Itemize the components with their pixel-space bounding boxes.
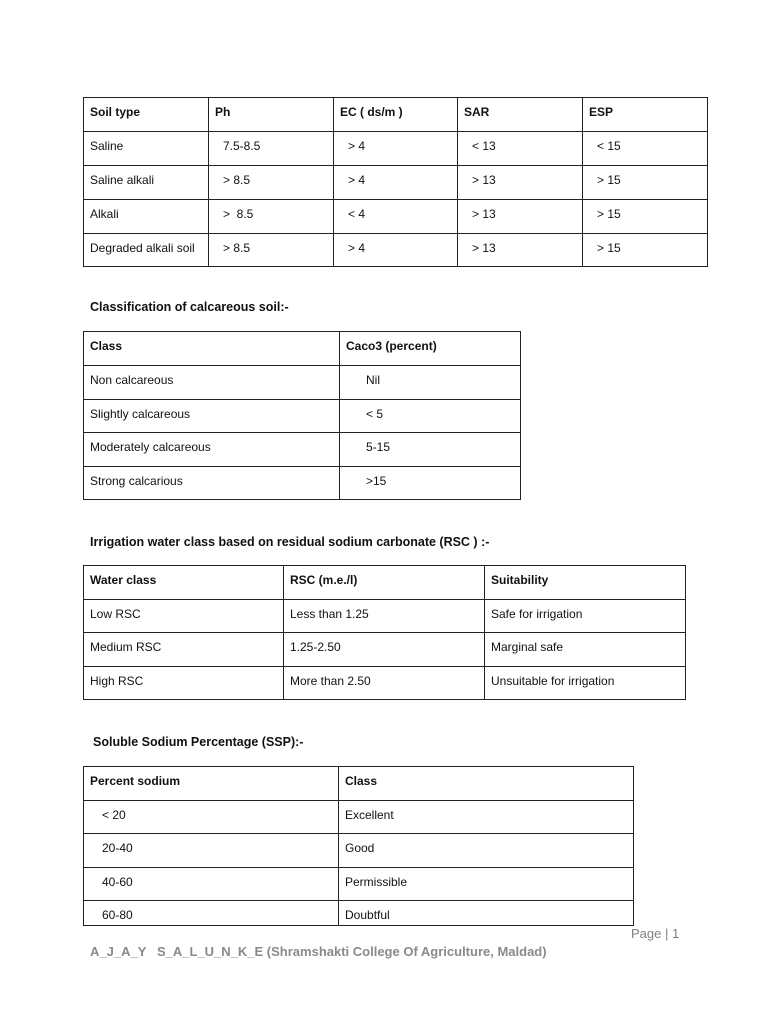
table-row — [84, 166, 708, 200]
table-cell: >15 — [340, 467, 521, 500]
table-row — [84, 633, 686, 667]
page-number: Page | 1 — [631, 926, 680, 941]
table-row — [84, 801, 634, 834]
header-cell: Class — [84, 332, 340, 366]
header-cell: Class — [339, 767, 634, 801]
ssp-caption: Soluble Sodium Percentage (SSP):- — [93, 735, 304, 749]
table-cell: Permissible — [339, 868, 634, 901]
table-cell: 5-15 — [340, 433, 521, 467]
table-cell: Unsuitable for irrigation — [485, 667, 686, 700]
header-cell: Ph — [209, 98, 334, 132]
table-cell: < 15 — [583, 132, 708, 166]
table-cell: > 13 — [458, 166, 583, 200]
table-row — [84, 868, 634, 901]
header-cell: Percent sodium — [84, 767, 339, 801]
table-cell: > 15 — [583, 234, 708, 267]
table-cell: More than 2.50 — [284, 667, 485, 700]
table-cell: Marginal safe — [485, 633, 686, 667]
table-cell: 1.25-2.50 — [284, 633, 485, 667]
table-cell: Moderately calcareous — [84, 433, 340, 467]
table-cell: Medium RSC — [84, 633, 284, 667]
table-cell: 60-80 — [84, 901, 339, 926]
table-header-row — [84, 767, 634, 801]
table-row — [84, 834, 634, 868]
table-row — [84, 667, 686, 700]
rsc-table — [83, 565, 686, 700]
table-cell: < 5 — [340, 400, 521, 433]
table-cell: > 4 — [334, 234, 458, 267]
table-cell: < 4 — [334, 200, 458, 234]
table-cell: > 4 — [334, 166, 458, 200]
table-cell: Doubtful — [339, 901, 634, 926]
table-cell: > 13 — [458, 234, 583, 267]
table-row — [84, 366, 521, 400]
table-cell: < 20 — [84, 801, 339, 834]
table-cell: High RSC — [84, 667, 284, 700]
table-header-row — [84, 566, 686, 600]
table-cell: Saline alkali — [84, 166, 209, 200]
header-cell: ESP — [583, 98, 708, 132]
ssp-table — [83, 766, 634, 926]
table-cell: 40-60 — [84, 868, 339, 901]
table-row — [84, 600, 686, 633]
table-header-row — [84, 332, 521, 366]
header-cell: Suitability — [485, 566, 686, 600]
table-header-row — [84, 98, 708, 132]
table-cell: Good — [339, 834, 634, 868]
header-cell: SAR — [458, 98, 583, 132]
table-cell: Non calcareous — [84, 366, 340, 400]
table-cell: Safe for irrigation — [485, 600, 686, 633]
table-cell: > 8.5 — [209, 200, 334, 234]
calcareous-table — [83, 331, 521, 500]
soil-type-table — [83, 97, 708, 267]
header-cell: Caco3 (percent) — [340, 332, 521, 366]
table-cell: Strong calcarious — [84, 467, 340, 500]
table-cell: > 15 — [583, 166, 708, 200]
header-cell: RSC (m.e./l) — [284, 566, 485, 600]
table-cell: > 4 — [334, 132, 458, 166]
calcareous-caption: Classification of calcareous soil:- — [90, 300, 289, 314]
table-cell: Alkali — [84, 200, 209, 234]
table-row — [84, 467, 521, 500]
table-row — [84, 200, 708, 234]
table-cell: Low RSC — [84, 600, 284, 633]
table-cell: Slightly calcareous — [84, 400, 340, 433]
table-cell: > 8.5 — [209, 234, 334, 267]
table-cell: 7.5-8.5 — [209, 132, 334, 166]
table-cell: > 8.5 — [209, 166, 334, 200]
table-row — [84, 901, 634, 926]
table-cell: > 13 — [458, 200, 583, 234]
header-cell: EC ( ds/m ) — [334, 98, 458, 132]
table-cell: Degraded alkali soil — [84, 234, 209, 267]
table-row — [84, 433, 521, 467]
table-cell: < 13 — [458, 132, 583, 166]
header-cell: Water class — [84, 566, 284, 600]
table-cell: Saline — [84, 132, 209, 166]
table-row — [84, 234, 708, 267]
footer-author: A_J_A_Y S_A_L_U_N_K_E (Shramshakti College Of Agriculture, Maldad) — [90, 944, 547, 959]
header-cell: Soil type — [84, 98, 209, 132]
table-row — [84, 400, 521, 433]
table-cell: Excellent — [339, 801, 634, 834]
table-cell: 20-40 — [84, 834, 339, 868]
table-cell: Nil — [340, 366, 521, 400]
table-row — [84, 132, 708, 166]
table-cell: > 15 — [583, 200, 708, 234]
rsc-caption: Irrigation water class based on residual sodium carbonate (RSC ) :- — [90, 535, 490, 549]
table-cell: Less than 1.25 — [284, 600, 485, 633]
